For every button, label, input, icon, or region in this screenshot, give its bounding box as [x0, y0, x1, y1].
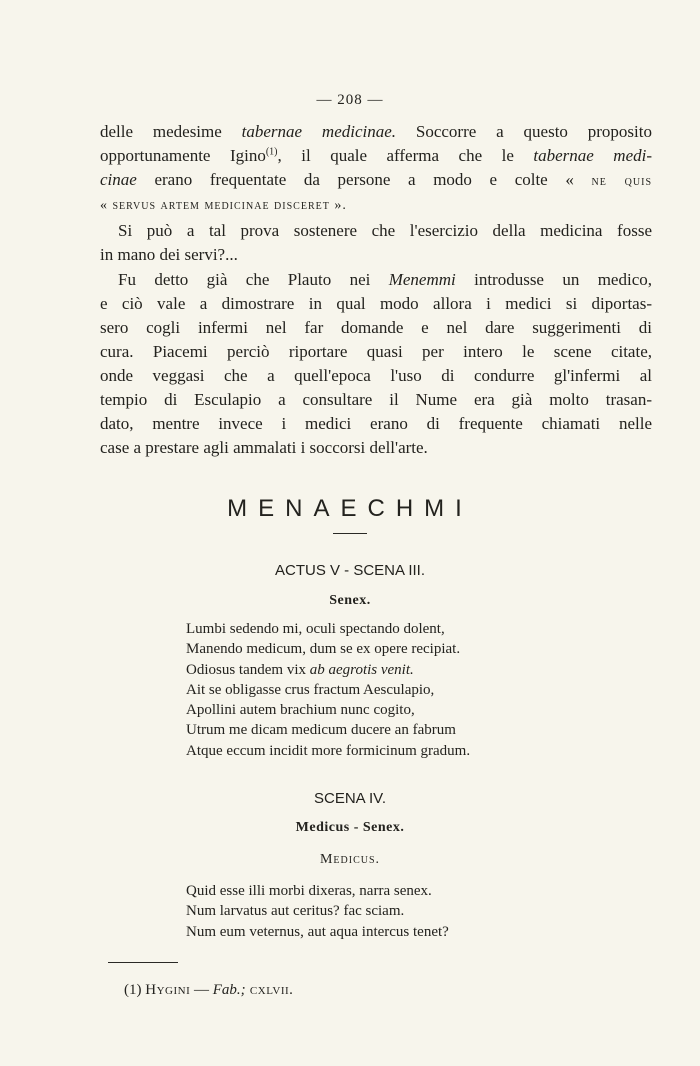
verse-line: Odiosus tandem vix ab aegrotis venit. [186, 661, 414, 678]
scene-3-speaker: Senex. [329, 593, 371, 608]
scene-4-verse [186, 881, 566, 942]
paragraph-servi [100, 219, 652, 267]
verse-line: Quid esse illi morbi dixeras, narra senex. [186, 883, 432, 899]
verse-line: Atque eccum incidit more formicinum gradum. [186, 742, 471, 759]
text-line: cura. Piacemi perciò riportare quasi per intero le scene citate, [100, 342, 652, 361]
verse-line: Apollini autem brachium nunc cogito, [186, 702, 415, 719]
verse-line: Ait se obligasse crus fractum Aesculapio, [186, 681, 435, 698]
play-title: MENAECHMI [227, 495, 473, 522]
verse-line: Num larvatus aut ceritus? fac sciam. [186, 903, 405, 920]
verse-line: Manendo medicum, dum se ex opere recipiat. [186, 641, 461, 658]
footnote: (1) Hygini — Fab.; cxlvii. [124, 982, 294, 998]
verse-line: Num eum veternus, aut aqua intercus tenet? [186, 923, 449, 940]
verse-line: Lumbi sedendo mi, oculi spectando dolent, [186, 621, 445, 637]
text-line: onde veggasi che a quell'epoca l'uso di condurre gl'infermi al [100, 366, 652, 385]
text-line: in mano dei servi?... [100, 245, 238, 264]
footnote-rule [108, 962, 178, 963]
scene-4-characters: Medicus - Senex. [295, 820, 405, 835]
scene-3-verse [186, 619, 566, 761]
text-line: case a prestare agli ammalati i soccorsi dell'arte. [100, 438, 428, 457]
paragraph-tabernae [100, 120, 652, 218]
scene-4-heading: SCENA IV. [314, 790, 386, 807]
text-line: Si può a tal prova sostenere che l'esercizio della medicina fosse [118, 221, 652, 240]
text-line: dato, mentre invece i medici erano di frequente chiamati nelle [100, 414, 652, 433]
title-rule [333, 533, 367, 534]
text-line: tempio di Esculapio a consultare il Nume era già molto trasan- [100, 390, 652, 409]
text-line: opportunamente Igino$^{(1)}$, il quale afferma che le tabernae medi- [100, 146, 653, 165]
scene-3-heading: ACTUS V - SCENA III. [274, 562, 426, 579]
text-line: Fu detto già che Plauto nei Menemmi introdusse un medico, [118, 270, 652, 289]
paragraph-plauto [100, 268, 652, 460]
text-line: cinae erano frequentate da persone a modo e colte « ne quis [100, 170, 653, 189]
verse-line: Utrum me dicam medicum ducere an fabrum [186, 722, 456, 739]
text-line: sero cogli infermi nel far domande e nel dare suggerimenti di [100, 318, 652, 337]
scene-4-speaker: Medicus. [319, 852, 381, 867]
text-line: e ciò vale a dimostrare in qual modo allora i medici si diportas- [100, 294, 652, 313]
text-line: « servus artem medicinae disceret ». [100, 198, 347, 213]
text-line: delle medesime tabernae medicinae. Soccorre a questo proposito [100, 122, 652, 141]
footnote-ref[interactable]: (1) [265, 146, 278, 158]
page-number: — 208 — [316, 92, 384, 108]
